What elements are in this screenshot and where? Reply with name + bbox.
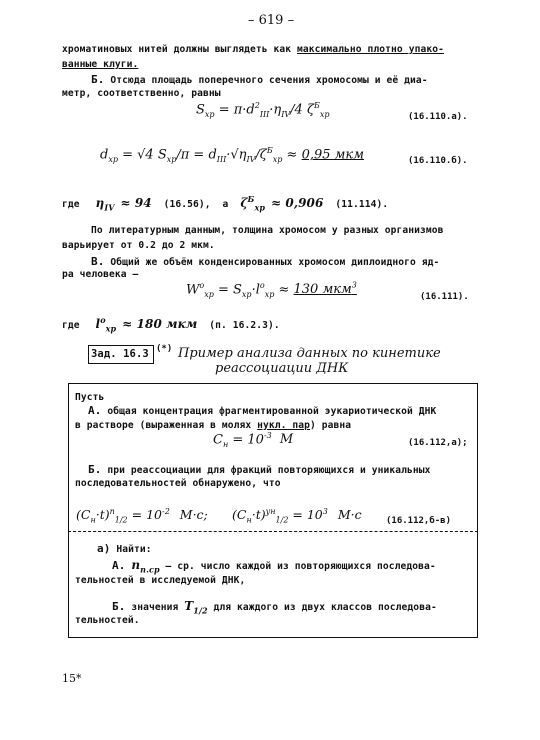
text-fragment: ) равна xyxy=(310,420,352,431)
t-half-symbol xyxy=(184,599,208,616)
formula-part: /4 ζ xyxy=(290,102,314,118)
formula-part: М xyxy=(279,432,294,448)
formula-part: d xyxy=(100,147,109,163)
formula-sup: 2 xyxy=(254,101,260,110)
underlined-phrase: максимально плотно упако- xyxy=(297,44,444,55)
formula-sub: п.ср xyxy=(140,564,160,575)
formula-d-chr xyxy=(100,146,364,164)
formula-sub: н xyxy=(90,515,96,525)
where-line-2 xyxy=(62,315,280,333)
formula-part: ·√η xyxy=(226,147,247,163)
formula-sub: 1/2 xyxy=(275,515,289,525)
box-b-line-2: последовательностей обнаружено, что xyxy=(75,478,281,489)
formula-result xyxy=(294,282,357,297)
eta-value: ≈ 94 xyxy=(120,196,152,210)
formula-part: /π = d xyxy=(176,147,217,163)
formula-part: (C xyxy=(76,507,91,523)
text-fragment: хроматиновых нитей должны выглядеть как xyxy=(62,44,298,55)
text-line-2: ванные клуги. xyxy=(62,59,139,70)
formula-part: ≈ xyxy=(278,282,290,298)
item-marker-a: А. xyxy=(88,404,102,417)
conj: а xyxy=(222,199,229,210)
formula-part: ≈ xyxy=(286,147,298,163)
formula-part: T xyxy=(184,599,194,613)
find-line xyxy=(97,542,152,555)
footnote-mark: 15* xyxy=(62,672,82,685)
text-fragment: Отсюда площадь поперечного сечения хромосомы и её диа- xyxy=(104,75,428,86)
page-number: – 619 – xyxy=(248,13,295,28)
l-value: ≈ 180 мкм xyxy=(122,317,198,331)
lit-line-2: варьирует от 0.2 до 2 мкм. xyxy=(62,240,215,251)
formula-sub: хр xyxy=(166,154,177,164)
item-marker-a: А. xyxy=(112,559,126,572)
formula-sub: хр xyxy=(241,289,252,299)
where-word: где xyxy=(62,199,80,210)
zeta-symbol xyxy=(240,194,266,213)
formula-sub: хр xyxy=(108,154,118,164)
text-line-3 xyxy=(91,73,428,86)
text-line-1 xyxy=(62,44,444,55)
find-b-line-2: тельностей. xyxy=(75,615,140,626)
equation-label-111: (16.111). xyxy=(420,292,469,302)
n-symbol xyxy=(131,558,160,575)
formula-part: C xyxy=(213,432,223,448)
formula-sub: 1/2 xyxy=(193,605,208,616)
box-a-line-1 xyxy=(88,404,436,417)
task-label: Зад. 16.3 xyxy=(91,348,149,360)
formula-cn xyxy=(213,431,293,449)
formula-sup: -2 xyxy=(161,507,170,516)
formula-part: l xyxy=(95,317,101,331)
formula-sup: ун xyxy=(265,507,276,516)
equation-label-110a: (16.110.а). xyxy=(408,112,468,122)
formula-part: = π·d xyxy=(218,102,255,118)
formula-sup: о xyxy=(100,315,106,325)
formula-sup: -3 xyxy=(263,431,272,440)
find-b-line-1 xyxy=(112,599,437,615)
formula-sup: Б xyxy=(247,194,255,204)
find-a-line-1 xyxy=(112,558,436,574)
task-mark: (*) xyxy=(156,344,173,354)
lit-line-1: По литературным данным, толщина хромосом у разных организмов xyxy=(91,225,444,236)
where-line-1 xyxy=(62,194,388,212)
box-pust: Пусть xyxy=(75,392,105,403)
formula-part: 130 мкм xyxy=(293,282,352,298)
where-word: где xyxy=(62,320,80,331)
formula-result: 0,95 мкм xyxy=(301,147,364,163)
v-line-2: ра человека – xyxy=(62,269,139,280)
formula-sub: хр xyxy=(272,154,283,164)
formula-sub: III xyxy=(259,109,270,119)
text-fragment: общая концентрация фрагментированной эукариотической ДНК xyxy=(101,406,437,417)
equation-label-112a: (16.112,а); xyxy=(408,438,468,448)
formula-sup: 3 xyxy=(351,281,357,290)
formula-part: = S xyxy=(217,282,242,298)
ref: (п. 16.2.3). xyxy=(209,320,280,331)
formula-part: ·η xyxy=(269,102,282,118)
item-marker-v: В. xyxy=(91,255,105,268)
find-a-line-2: тельностей в исследуемой ДНК, xyxy=(75,575,246,586)
text-fragment: при реассоциации для фракций повторяющихся и уникальных xyxy=(101,465,431,476)
formula-sub: н xyxy=(222,439,229,449)
eta-symbol xyxy=(95,196,115,213)
formula-part: = 10 xyxy=(131,507,162,523)
formula-sub: хр xyxy=(264,289,275,299)
formula-sub: 1/2 xyxy=(114,515,128,525)
formula-part: ζ xyxy=(240,196,248,210)
text-fragment: в растворе (выраженная в молях xyxy=(75,420,258,431)
formula-sub: III xyxy=(216,154,227,164)
text-line-4: метр, соответственно, равны xyxy=(62,88,221,99)
formula-ct-unique xyxy=(232,507,362,525)
zeta-value: ≈ 0,906 xyxy=(270,196,324,210)
formula-part: ·t) xyxy=(95,507,110,523)
equation-label-110b: (16.110.б). xyxy=(408,156,468,166)
formula-sub: хр xyxy=(204,289,214,299)
formula-part: ·l xyxy=(251,282,260,298)
formula-part: S xyxy=(196,102,205,118)
formula-part: W xyxy=(186,282,200,298)
item-marker-b: Б. xyxy=(112,600,126,613)
formula-sub: IV xyxy=(246,154,256,164)
text-fragment: Общий же объём конденсированных хромосом диплоидного яд- xyxy=(104,257,440,268)
formula-sup: п xyxy=(109,507,115,516)
l-symbol xyxy=(95,315,117,334)
box-b-line-1 xyxy=(88,463,431,476)
formula-part: n xyxy=(131,558,141,572)
ref: (11.114). xyxy=(335,199,389,210)
task-title-2: реассоциации ДНК xyxy=(215,361,349,376)
formula-w-chr xyxy=(186,281,357,299)
formula-sup: о xyxy=(199,281,205,290)
formula-sup: Б xyxy=(266,146,273,155)
text-fragment: – ср. число каждой из повторяющихся последова- xyxy=(159,561,436,572)
formula-part: = 10 xyxy=(232,432,264,448)
find-word: Найти: xyxy=(116,544,152,555)
formula-part: (C xyxy=(232,507,247,523)
ref: (16.56), xyxy=(163,199,211,210)
dashed-separator xyxy=(68,531,478,532)
underlined-phrase: нукл. пар xyxy=(257,420,311,431)
item-marker-b: Б. xyxy=(91,73,105,86)
v-line-1 xyxy=(91,255,439,268)
task-title-1: Пример анализа данных по кинетике xyxy=(178,346,441,361)
equation-label-112b: (16.112,б-в) xyxy=(386,516,452,526)
formula-part: ·t) xyxy=(251,507,266,523)
formula-part: /ζ xyxy=(255,147,267,163)
formula-ct-repeat xyxy=(76,507,208,525)
box-a-line-2 xyxy=(75,420,351,431)
formula-part: η xyxy=(95,196,105,210)
formula-part: М·с xyxy=(337,507,362,523)
formula-sup: о xyxy=(259,281,265,290)
text-fragment: значения xyxy=(131,602,179,613)
find-marker: а) xyxy=(97,542,111,555)
formula-sub: н xyxy=(246,515,252,525)
text-fragment: для каждого из двух классов последова- xyxy=(213,602,437,613)
formula-sub: хр xyxy=(319,109,330,119)
formula-sup: 3 xyxy=(322,507,328,516)
formula-part: М·с; xyxy=(179,507,208,523)
formula-sub: хр xyxy=(204,109,215,119)
formula-part: = 10 xyxy=(292,507,323,523)
formula-sub: IV xyxy=(104,202,115,213)
item-marker-b: Б. xyxy=(88,463,102,476)
formula-s-chr xyxy=(196,101,330,119)
formula-sup: Б xyxy=(314,101,320,110)
formula-sub: хр xyxy=(254,202,266,213)
formula-sub: IV xyxy=(281,109,291,119)
formula-sub: хр xyxy=(105,323,117,334)
formula-part: = √4 S xyxy=(122,147,167,163)
